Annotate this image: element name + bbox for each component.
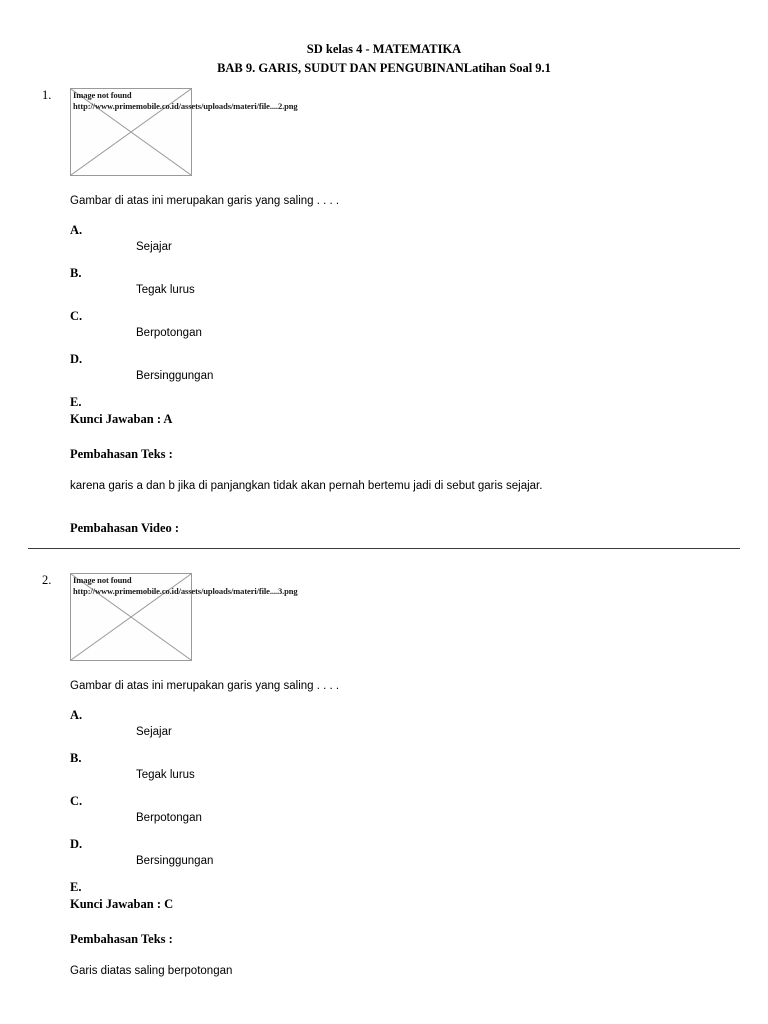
option-row[interactable] [70, 880, 740, 895]
option-text: Bersinggungan [136, 370, 214, 382]
question-block [28, 88, 740, 536]
question-block [28, 573, 740, 980]
option-letter: C. [70, 794, 83, 808]
option-row[interactable] [70, 708, 740, 738]
option-letter: A. [70, 708, 83, 722]
option-letter: B. [70, 751, 82, 765]
option-row[interactable] [70, 751, 740, 781]
broken-image-placeholder [70, 573, 298, 661]
explanation-text-label: Pembahasan Teks : [70, 932, 173, 946]
option-letter: D. [70, 352, 83, 366]
option-text: Sejajar [136, 241, 172, 253]
option-letter: D. [70, 837, 83, 851]
option-row[interactable] [70, 352, 740, 382]
option-text: Tegak lurus [136, 284, 195, 296]
option-letter: A. [70, 223, 83, 237]
option-letter: B. [70, 266, 82, 280]
option-row[interactable] [70, 223, 740, 253]
explanation-text-label: Pembahasan Teks : [70, 447, 173, 461]
question-prompt: Gambar di atas ini merupakan garis yang saling . . . . [70, 680, 340, 692]
option-letter: E. [70, 395, 82, 409]
question-prompt: Gambar di atas ini merupakan garis yang saling . . . . [70, 195, 340, 207]
option-letter: E. [70, 880, 82, 894]
question-number: 2. [42, 573, 52, 587]
option-row[interactable] [70, 794, 740, 824]
document-title: SD kelas 4 - MATEMATIKA [306, 42, 462, 56]
broken-image-placeholder [70, 88, 298, 176]
broken-image-alt-text: Image not found [73, 90, 132, 100]
document-subtitle: BAB 9. GARIS, SUDUT DAN PENGUBINANLatihan Soal 9.1 [217, 61, 551, 75]
explanation-video-label: Pembahasan Video : [70, 521, 180, 535]
explanation-text: karena garis a dan b jika di panjangkan tidak akan pernah bertemu jadi di sebut garis sejajar. [70, 480, 543, 492]
option-row[interactable] [70, 266, 740, 296]
option-text: Tegak lurus [136, 769, 195, 781]
answer-key: Kunci Jawaban : C [70, 897, 174, 911]
explanation-text: Garis diatas saling berpotongan [70, 965, 233, 977]
option-text: Berpotongan [136, 812, 202, 824]
option-row[interactable] [70, 837, 740, 867]
option-letter: C. [70, 309, 83, 323]
option-text: Bersinggungan [136, 855, 214, 867]
spacer [28, 549, 740, 563]
broken-image-url: http://www.primemobile.co.id/assets/uploads/materi/file....2.png [73, 101, 298, 111]
broken-image-url: http://www.primemobile.co.id/assets/uploads/materi/file....3.png [73, 586, 298, 596]
option-row[interactable] [70, 395, 740, 410]
broken-image-alt-text: Image not found [73, 575, 132, 585]
answer-key: Kunci Jawaban : A [70, 412, 173, 426]
option-text: Sejajar [136, 726, 172, 738]
question-number: 1. [42, 88, 52, 102]
option-row[interactable] [70, 309, 740, 339]
option-text: Berpotongan [136, 327, 202, 339]
